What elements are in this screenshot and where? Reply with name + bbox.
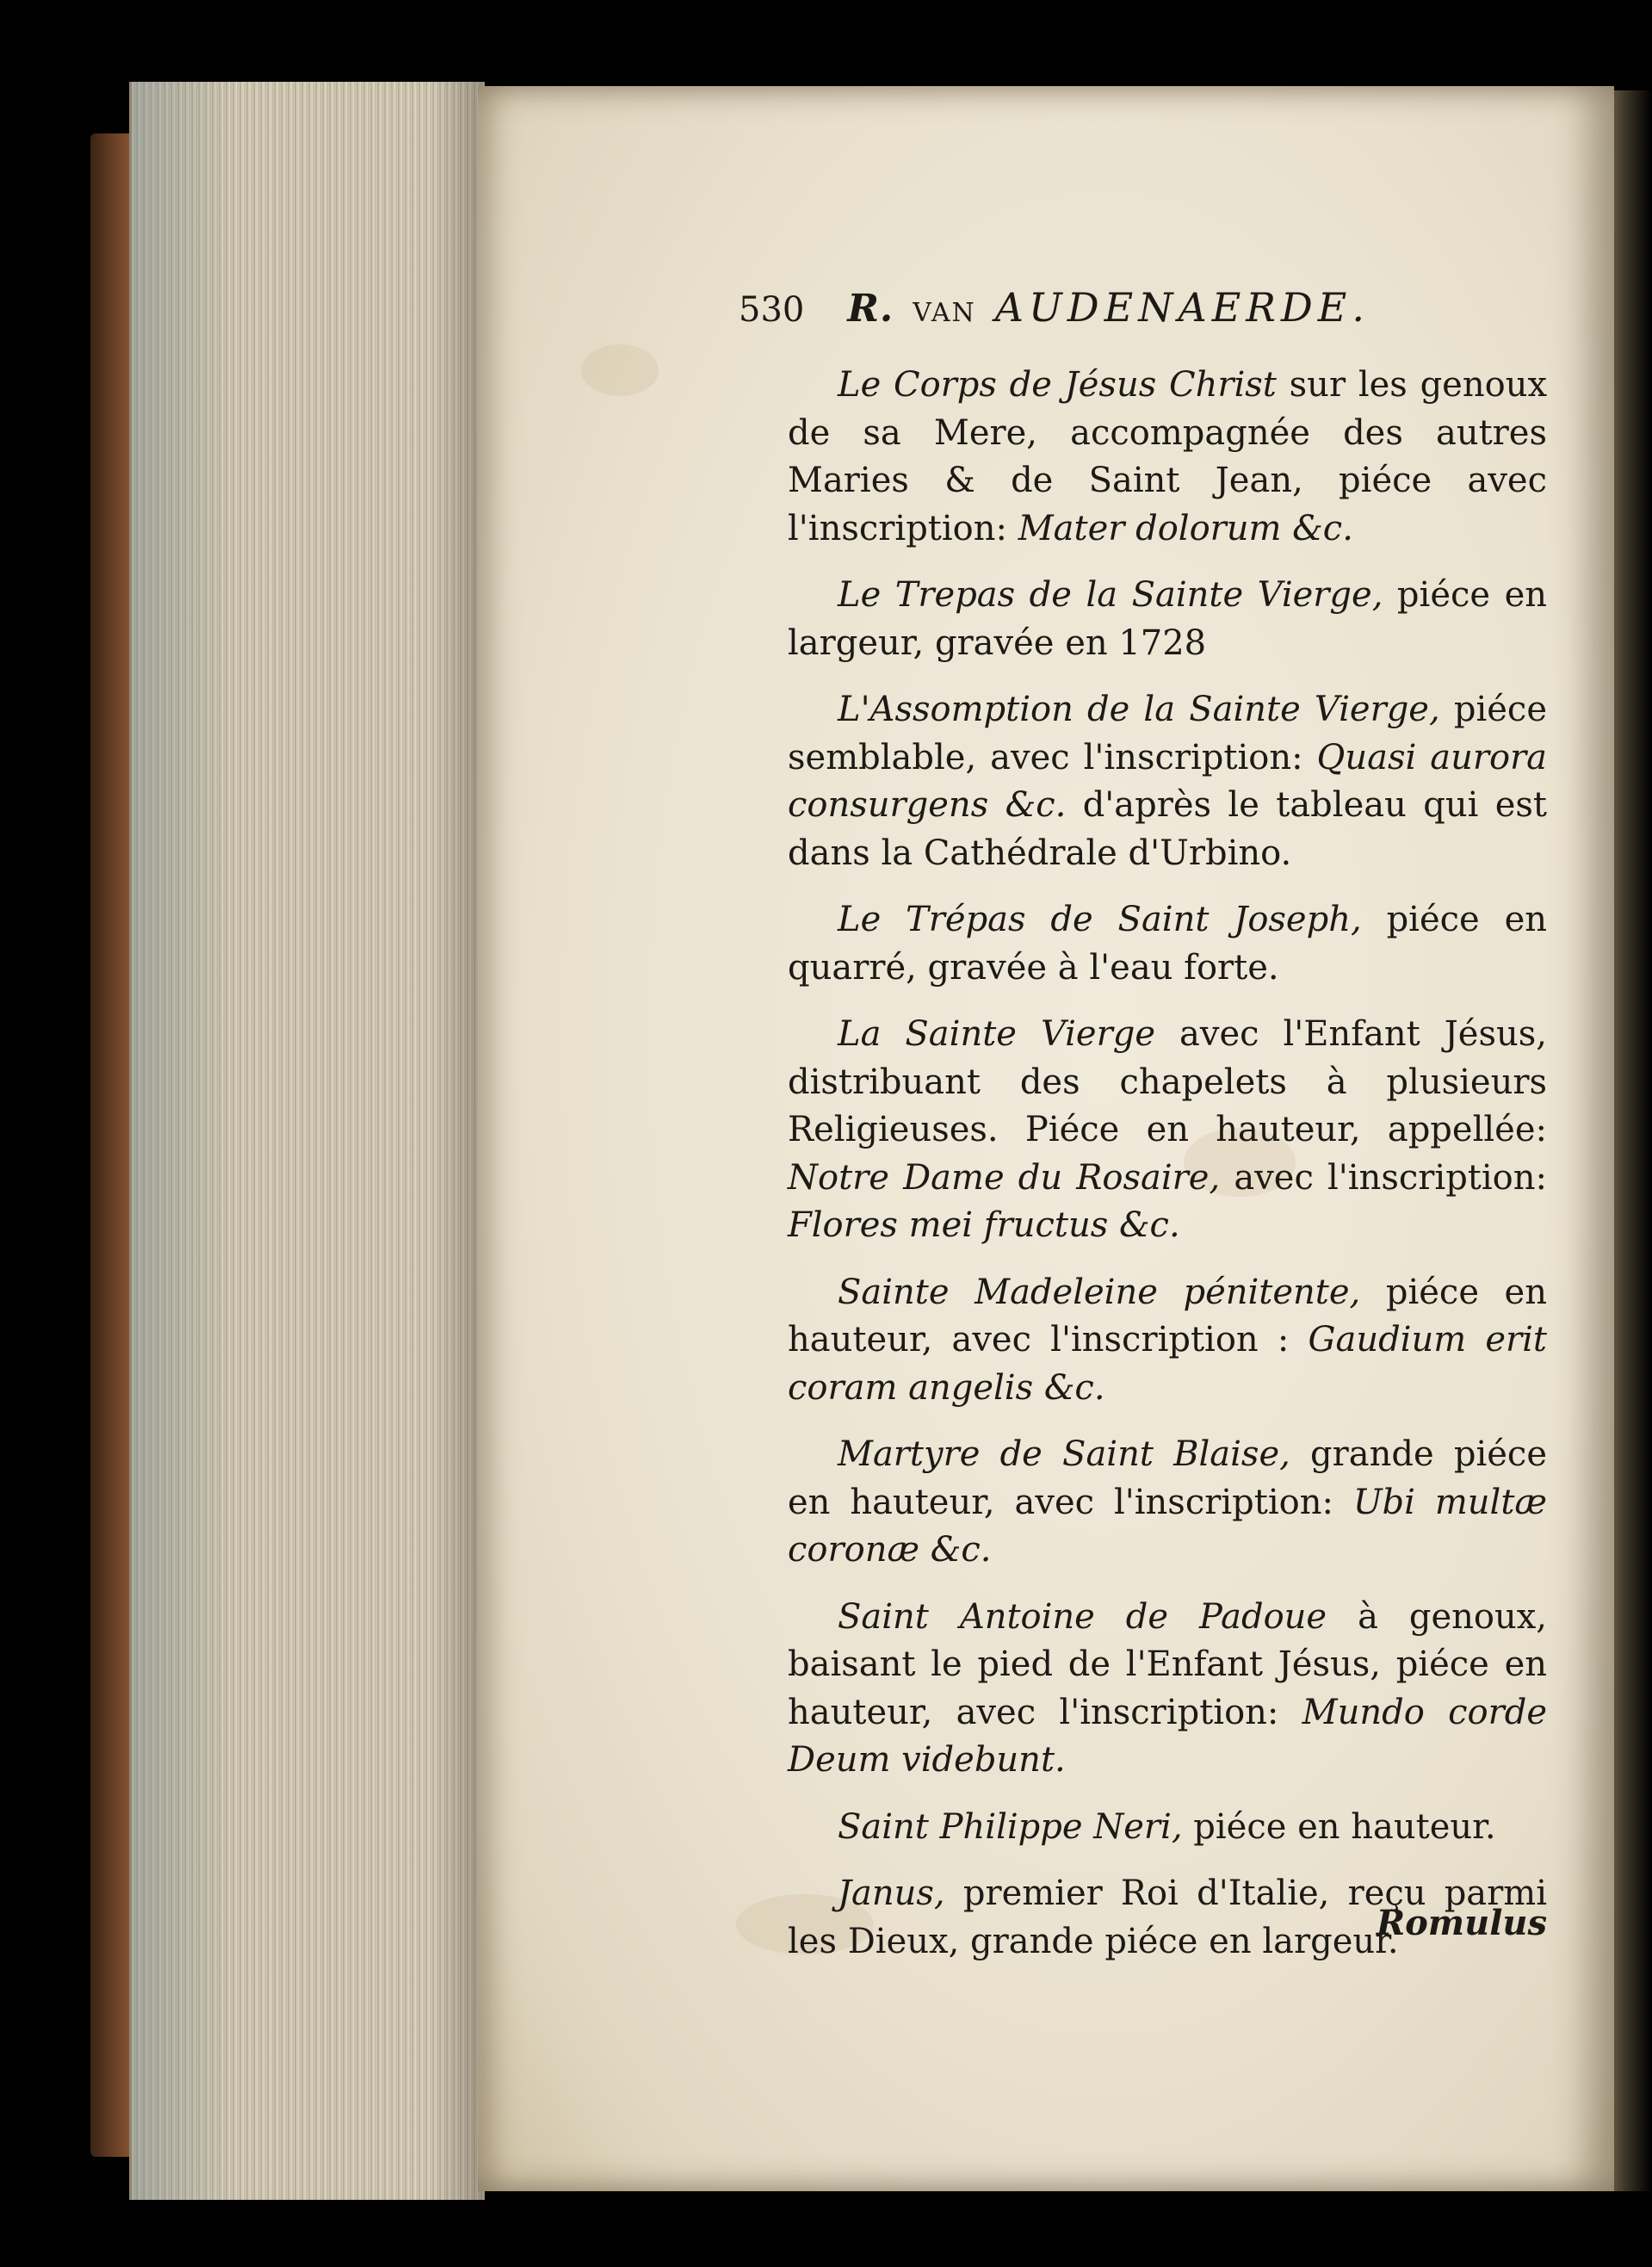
entry-text: sur les genoux de sa Mere, accompagnée des autres Maries & de Saint Jean, piéce avec l'inscription: bbox=[788, 365, 1548, 548]
entry-inscription: Notre Dame du Rosaire, bbox=[788, 1157, 1221, 1198]
entry bbox=[788, 1011, 1547, 1250]
entry-text-after: avec l'inscription: bbox=[1234, 1157, 1547, 1198]
entry-title: Le Trepas de la Sainte Vierge, bbox=[838, 575, 1383, 615]
entry-title: Saint Antoine de Padoue bbox=[838, 1596, 1327, 1637]
entry-title: Sainte Madeleine pénitente, bbox=[838, 1272, 1361, 1312]
entry-text: premier Roi d'Italie, reçu parmi les Dieux, grande piéce en largeur. bbox=[788, 1874, 1547, 1961]
entry bbox=[788, 1804, 1547, 1852]
entry bbox=[788, 362, 1547, 553]
entry-inscription: Mater dolorum &c. bbox=[1018, 508, 1353, 548]
entry-text: avec l'Enfant Jésus, distribuant des chapelets à plusieurs Religieuses. Piéce en hauteur, appellée: bbox=[788, 1014, 1547, 1149]
entry-title: Le Corps de Jésus Christ bbox=[838, 365, 1277, 405]
entry-text: piéce en hauteur, avec l'inscription : bbox=[788, 1272, 1547, 1360]
entry-title: Le Trépas de Saint Joseph, bbox=[838, 900, 1362, 939]
catchword: Romulus bbox=[1376, 1903, 1547, 1943]
entry-title: Martyre de Saint Blaise, bbox=[838, 1434, 1290, 1474]
page-stack-edges bbox=[129, 82, 485, 2200]
entry bbox=[788, 1269, 1547, 1413]
entry-title: L'Assomption de la Sainte Vierge, bbox=[838, 690, 1440, 729]
entry-inscription: Gaudium erit coram angelis &c. bbox=[788, 1320, 1547, 1408]
entry-text: piéce en quarré, gravée à l'eau forte. bbox=[788, 900, 1548, 988]
entry-text: piéce semblable, avec l'inscription: bbox=[788, 690, 1547, 777]
foxing-stain bbox=[581, 344, 659, 396]
entry bbox=[788, 1594, 1547, 1785]
catalogue-entries bbox=[788, 362, 1547, 1985]
entry-inscription: Ubi multæ coronæ &c. bbox=[788, 1482, 1548, 1570]
page-number: 530 bbox=[739, 290, 805, 330]
entry bbox=[788, 686, 1547, 877]
entry-text-after: d'après le tableau qui est dans la Cathédrale d'Urbino. bbox=[788, 785, 1548, 873]
running-head bbox=[739, 284, 1513, 331]
entry-title: La Sainte Vierge bbox=[838, 1014, 1155, 1054]
entry-title: Saint Philippe Neri, bbox=[838, 1806, 1183, 1847]
entry-title: Janus, bbox=[838, 1874, 945, 1913]
head-initial: R. bbox=[847, 287, 894, 331]
head-surname: AUDENAERDE. bbox=[994, 284, 1370, 331]
entry bbox=[788, 896, 1547, 992]
entry bbox=[788, 1431, 1547, 1575]
head-van: VAN bbox=[913, 298, 976, 328]
entry-text: à genoux, baisant le pied de l'Enfant Jésus, piéce en hauteur, avec l'inscription: bbox=[788, 1596, 1548, 1732]
entry bbox=[788, 572, 1547, 667]
entry-text: piéce en largeur, gravée en 1728 bbox=[788, 575, 1547, 663]
right-gutter-shadow bbox=[1610, 90, 1652, 2191]
entry-inscription: Mundo corde Deum videbunt. bbox=[788, 1692, 1548, 1780]
entry-inscription-after: Flores mei fructus &c. bbox=[788, 1205, 1180, 1245]
entry-inscription: Quasi aurora consurgens &c. bbox=[788, 737, 1548, 825]
entry-text: piéce en hauteur. bbox=[1193, 1806, 1496, 1847]
entry-text: grande piéce en hauteur, avec l'inscription: bbox=[788, 1434, 1547, 1522]
